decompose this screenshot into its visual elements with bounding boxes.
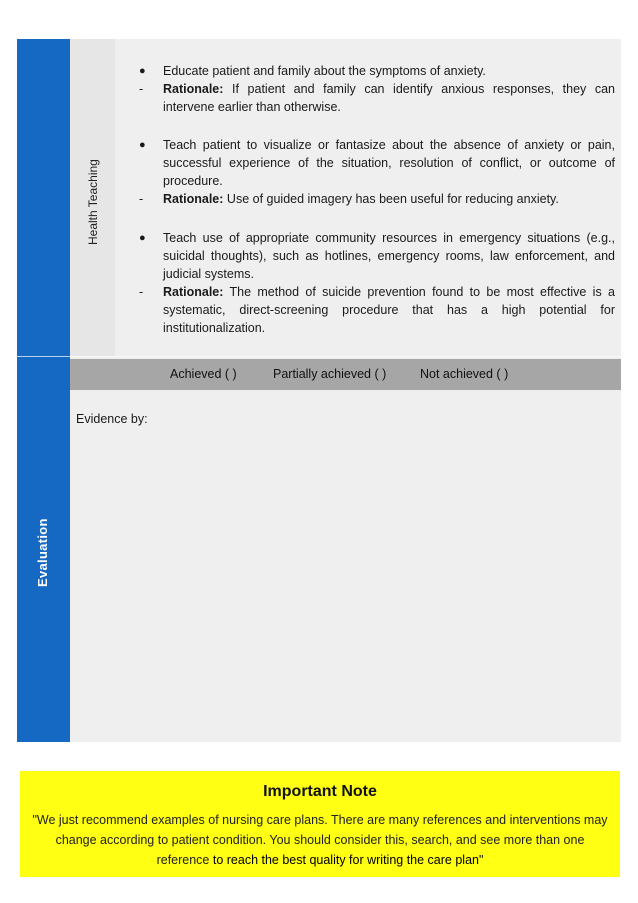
evaluation-band [17, 39, 70, 742]
rationale-body: The method of suicide prevention found to be most effective is a systematic, direct-screening procedure that has a high potential for institutionalization. [163, 285, 615, 335]
teaching-item-2 [139, 136, 615, 208]
teaching-bullet-text: Teach use of appropriate community resources in emergency situations (e.g., suicidal thoughts), such as hotlines, emergency rooms, law enforcement, and judicial systems. [163, 231, 615, 281]
evidence-label: Evidence by: [76, 412, 148, 426]
evaluation-area [70, 356, 621, 742]
rationale-text [163, 190, 615, 208]
section-divider [17, 356, 621, 357]
teaching-bullet-text: Educate patient and family about the symptoms of anxiety. [163, 64, 486, 78]
health-teaching-label: Health Teaching [86, 159, 100, 245]
dash-icon: - [139, 285, 144, 299]
dash-icon: - [139, 192, 144, 206]
not-achieved-option[interactable]: Not achieved ( ) [420, 367, 509, 381]
rationale-text [163, 80, 615, 116]
rationale-body: Use of guided imagery has been useful for reducing anxiety. [226, 192, 559, 206]
rationale-label: Rationale: [163, 192, 224, 206]
rationale-label: Rationale: [163, 82, 224, 96]
bullet-icon: ● [139, 65, 146, 77]
note-body [20, 810, 620, 870]
note-body-text: "We just recommend examples of nursing care plans. There are many references and interventions may change according to patient condition. You should consider this, search, and see more than one reference [32, 813, 608, 867]
evaluation-status-bar [70, 359, 621, 390]
note-title: Important Note [263, 783, 377, 800]
note-body-emphasis: to reach the best quality for writing the care plan" [212, 853, 484, 867]
important-note [20, 771, 620, 877]
rationale-text [163, 283, 615, 337]
teaching-item-3 [139, 229, 615, 337]
rationale-body: If patient and family can identify anxious responses, they can intervene earlier than otherwise. [163, 82, 616, 114]
rationale-label: Rationale: [163, 285, 224, 299]
partially-achieved-option[interactable]: Partially achieved ( ) [273, 367, 387, 381]
evaluation-label: Evaluation [35, 518, 50, 587]
dash-icon: - [139, 82, 144, 96]
achieved-option[interactable]: Achieved ( ) [170, 367, 237, 381]
teaching-bullet-text: Teach patient to visualize or fantasize about the absence of anxiety or pain, successful experience of the situation, resolution of conflict, or outcome of procedure. [163, 138, 615, 188]
bullet-icon: ● [139, 232, 146, 244]
teaching-item-1 [139, 62, 616, 116]
bullet-icon: ● [139, 139, 146, 151]
